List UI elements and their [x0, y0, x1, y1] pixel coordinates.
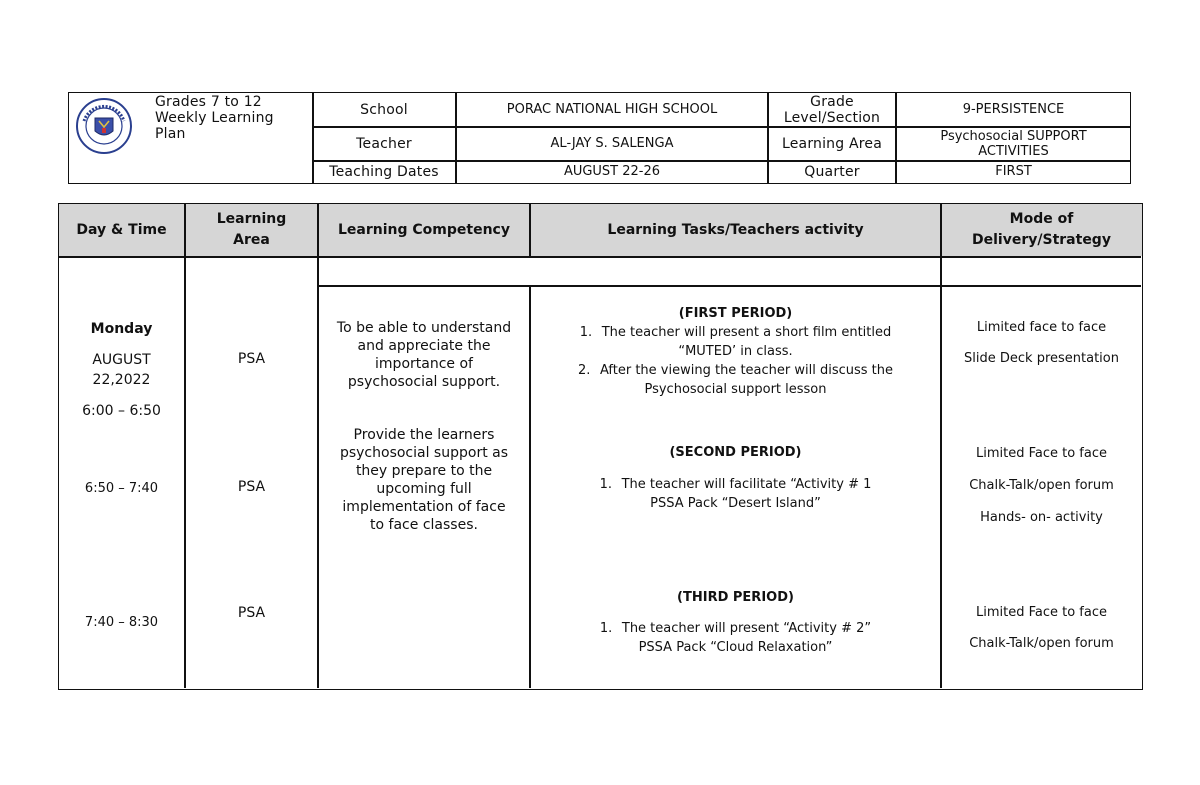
deped-seal-logo — [75, 97, 133, 155]
quarter-value: FIRST — [995, 164, 1032, 179]
mode-2-b: Chalk-Talk/open forum — [969, 478, 1114, 493]
first-period-item-1-line-1 — [531, 323, 940, 342]
competency-1-line: importance of — [375, 356, 473, 372]
date-line-1: AUGUST — [92, 352, 151, 368]
area-value-line-2: ACTIVITIES — [978, 143, 1049, 159]
first-period-item-1-line-2: “MUTED’ in class. — [678, 344, 793, 359]
competency-1 — [319, 319, 529, 391]
col-mode-line-2: Delivery/Strategy — [972, 232, 1111, 248]
third-period-item-1-line-1 — [531, 619, 940, 638]
quarter-label: Quarter — [804, 164, 860, 180]
grade-label-line-1: Grade — [810, 93, 854, 110]
second-period-item-1-line-1 — [531, 475, 940, 494]
mode-2-c: Hands- on- activity — [980, 510, 1103, 525]
day-label: Monday — [90, 321, 153, 337]
col-day-time: Day & Time — [76, 221, 167, 238]
third-period-title: (THIRD PERIOD) — [677, 590, 794, 605]
mode-1-b: Slide Deck presentation — [964, 351, 1119, 366]
third-period-item-1 — [531, 619, 940, 657]
mode-2-a: Limited Face to face — [975, 446, 1107, 461]
item-text: The teacher will facilitate “Activity # 1 — [621, 477, 872, 492]
second-period-item-1-line-2: PSSA Pack “Desert Island” — [650, 496, 821, 511]
teacher-label: Teacher — [356, 135, 412, 152]
header-table — [68, 92, 1131, 184]
grade-section-value: 9-PERSISTENCE — [962, 101, 1065, 117]
learning-area-label: Learning Area — [781, 135, 883, 152]
learning-area-value — [897, 127, 1130, 160]
competency-2-line: Provide the learners — [353, 427, 495, 443]
col-learning-tasks: Learning Tasks/Teachers activity — [607, 221, 864, 238]
teacher-value: AL-JAY S. SALENGA — [550, 135, 674, 151]
first-period-item-1 — [531, 323, 940, 361]
date-line-2: 22,2022 — [92, 372, 151, 388]
mode-3-b: Chalk-Talk/open forum — [969, 636, 1114, 651]
teaching-dates-label: Teaching Dates — [329, 164, 439, 180]
third-period-item-1-line-2: PSSA Pack “Cloud Relaxation” — [638, 640, 833, 655]
area-psa-3: PSA — [237, 605, 266, 621]
competency-2-line: to face classes. — [370, 517, 478, 533]
time-slot-1: 6:00 – 6:50 — [82, 403, 161, 419]
area-value-line-1: Psychosocial SUPPORT — [940, 128, 1087, 144]
col-mode-line-1: Mode of — [1009, 211, 1074, 227]
col-learning-competency: Learning Competency — [338, 221, 510, 238]
item-number: 1. — [599, 477, 613, 492]
competency-1-line: and appreciate the — [357, 338, 491, 354]
col-mode-delivery — [942, 204, 1141, 256]
school-value: PORAC NATIONAL HIGH SCHOOL — [506, 101, 718, 117]
item-number: 1. — [599, 621, 613, 636]
col-learning-area-line-2: Area — [233, 232, 270, 248]
item-text: The teacher will present “Activity # 2” — [621, 621, 872, 636]
area-psa-2: PSA — [237, 479, 266, 495]
second-period-title: (SECOND PERIOD) — [669, 445, 802, 460]
competency-1-line: To be able to understand — [336, 320, 512, 336]
weekly-plan-table — [58, 203, 1143, 690]
mode-1-a: Limited face to face — [976, 320, 1107, 335]
first-period-item-2-line-2: Psychosocial support lesson — [644, 382, 827, 397]
competency-2-line: psychosocial support as — [339, 445, 509, 461]
time-slot-2: 6:50 – 7:40 — [84, 481, 159, 496]
competency-2-line: upcoming full — [376, 481, 472, 497]
competency-2-line: they prepare to the — [355, 463, 493, 479]
first-period-item-2 — [531, 361, 940, 399]
item-text: After the viewing the teacher will discuss the — [599, 363, 893, 378]
first-period-title: (FIRST PERIOD) — [678, 306, 793, 321]
title-line-3: Plan — [155, 126, 186, 142]
competency-1-line: psychosocial support. — [347, 374, 501, 390]
grade-section-label — [769, 93, 895, 126]
time-slot-3: 7:40 – 8:30 — [84, 615, 159, 630]
area-psa-1: PSA — [237, 351, 266, 367]
school-label: School — [360, 101, 408, 118]
title-line-1: Grades 7 to 12 — [155, 94, 262, 110]
item-number: 2. — [577, 363, 591, 378]
weekly-plan-title — [151, 93, 311, 141]
first-period-item-2-line-1 — [531, 361, 940, 380]
competency-2 — [319, 426, 529, 534]
col-learning-area — [186, 204, 317, 256]
mode-3-a: Limited Face to face — [975, 605, 1107, 620]
item-number: 1. — [579, 325, 593, 340]
grade-label-line-2: Level/Section — [783, 109, 881, 126]
competency-2-line: implementation of face — [342, 499, 506, 515]
second-period-item-1 — [531, 475, 940, 513]
item-text: The teacher will present a short film entitled — [601, 325, 892, 340]
title-line-2: Weekly Learning — [155, 110, 274, 126]
teaching-dates-value: AUGUST 22-26 — [563, 164, 661, 179]
date-label — [59, 350, 184, 390]
col-learning-area-line-1: Learning — [216, 211, 287, 227]
